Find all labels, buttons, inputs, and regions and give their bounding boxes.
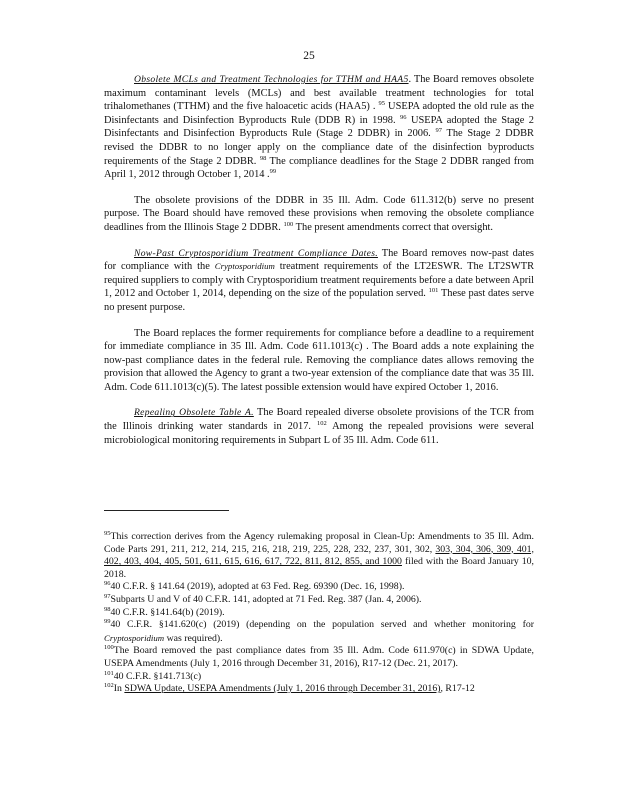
- section-heading: Repealing Obsolete Table A.: [134, 407, 254, 419]
- italic-term: Cryptosporidium: [214, 261, 275, 272]
- paragraph-cryptosporidium-dates: [104, 247, 534, 315]
- section-heading: Obsolete MCLs and Treatment Technologies for TTHM and HAA5: [134, 74, 409, 85]
- footnote-number: 99: [104, 618, 111, 626]
- italic-term: Cryptosporidium: [104, 632, 165, 643]
- footnote-101: [104, 671, 534, 684]
- footnote-96: [104, 581, 534, 594]
- text-run: The compliance deadlines for the Stage 2 DDBR ranged from April 1, 2012 through October 1, 2014 .: [104, 155, 534, 181]
- text-run: 40 C.F.R. §141.620(c) (2019) (depending on the population served and whether monitoring for: [110, 619, 534, 631]
- footnote-number: 97: [104, 592, 111, 600]
- text-run: The Board removed the past compliance dates from 35 Ill. Adm. Code 611.970(c) in SDWA Update, USEPA Amendments (July 1, 2016 through December 31, 2016), R17-12 (Dec. 21, 2017).: [104, 645, 534, 669]
- text-run: The Board replaces the former requirements for compliance before a deadline to a requirement for immediate compliance in 35 Ill. Adm. Code 611.1013(c) . The Board adds a note explaining the now-past compliance dates in the federal rule. Removing the compliance dates allows removing the provision that allowed the Agency to grant a two-year extension of the compliance date that was 35 Ill. Adm. Code 611.1013(c)(5). The latest possible extension would have expired October 1, 2016.: [104, 327, 534, 393]
- paragraph-replaces-requirements: [104, 327, 534, 395]
- footnote-number: 96: [104, 580, 111, 588]
- footnote-ref: 101: [428, 287, 439, 295]
- text-run: USEPA adopted the Stage 2 Disinfectants and Disinfection Byproducts Rule (Stage 2 DDBR) in 2006.: [104, 114, 534, 140]
- text-run: filed with the Board January 10, 2018.: [104, 556, 534, 580]
- text-run: USEPA adopted the old rule as the Disinfectants and Disinfection Byproducts Rule (DDB R) in 1998.: [104, 101, 534, 126]
- paragraph-obsolete-provisions: [104, 194, 534, 235]
- footnote-number: 95: [104, 530, 111, 537]
- footnote-ref: 96: [400, 113, 407, 121]
- footnote-number: 101: [104, 669, 114, 677]
- section-heading: Now-Past Cryptosporidium Treatment Compliance Dates.: [134, 247, 378, 259]
- text-run: was required).: [164, 632, 223, 644]
- text-run: The obsolete provisions of the DDBR in 35 Ill. Adm. Code 611.312(b) serve no present purpose. The Board should have removed these provisions when removing the obsolete compliance deadlines from the Illinois Stage 2 DDBR.: [104, 194, 534, 233]
- footnote-ref: 100: [283, 220, 294, 228]
- footnote-98: [104, 607, 534, 620]
- footnote-102: [104, 683, 534, 696]
- footnote-97: [104, 594, 534, 607]
- paragraph-repealing-table-a: [104, 406, 534, 447]
- text-run: The Board removes now-past dates for compliance with the: [104, 247, 534, 273]
- text-run: , R17-12: [440, 683, 475, 695]
- text-run: Among the repealed provisions were several microbiological monitoring requirements in Subpart L of 35 Ill. Adm. Code 611.: [104, 421, 534, 446]
- text-run: 40 C.F.R. § 141.64 (2019), adopted at 63 Fed. Reg. 69390 (Dec. 16, 1998).: [110, 581, 405, 593]
- footnote-number: 100: [104, 644, 114, 652]
- text-run: This correction derives from the Agency rulemaking proposal in Clean-Up: Amendments to 35 Ill. Adm. Code Parts 291, 211, 212, 214, 215, 216, 218, 219, 225, 228, 232, 237, 301, 302,: [104, 531, 534, 555]
- footnote-100: [104, 645, 534, 670]
- footnote-95: [104, 531, 534, 581]
- body-text: [104, 73, 534, 447]
- text-run: 40 C.F.R. §141.64(b) (2019).: [110, 606, 225, 618]
- footnote-number: 102: [104, 682, 114, 690]
- underlined-text: SDWA Update, USEPA Amendments (July 1, 2016 through December 31, 2016): [124, 683, 441, 695]
- text-run: The Stage 2 DDBR revised the DDBR to no longer apply on the compliance date of the disinfection byproducts requirements of the Stage 2 DDBR.: [104, 128, 534, 167]
- footnotes: [104, 531, 534, 696]
- footnote-ref: 95: [378, 100, 386, 108]
- footnote-ref: 102: [316, 420, 327, 428]
- page-number: 25: [303, 50, 315, 62]
- text-run: treatment requirements of the LT2ESWR. The LT2SWTR required suppliers to comply with Cryptosporidium treatment requirements before a date between April 1, 2012 and October 1, 2014, depending on the size of the population served.: [104, 261, 535, 300]
- text-run: Subparts U and V of 40 C.F.R. 141, adopted at 71 Fed. Reg. 387 (Jan. 4, 2006).: [110, 593, 422, 605]
- footnote-ref: 98: [259, 154, 267, 162]
- underlined-text: 303, 304, 306, 309, 401, 402, 403, 404, 405, 501, 611, 615, 616, 617, 722, 811, 812, 855, and 1000: [104, 543, 534, 568]
- text-run: In: [113, 683, 125, 695]
- text-run: 40 C.F.R. §141.713(c): [113, 670, 202, 682]
- text-run: . The Board removes obsolete maximum contaminant levels (MCLs) and best available treatment technologies for total trihalomethanes (TTHM) and the five haloacetic acids (HAA5) .: [104, 74, 534, 113]
- paragraph-obsolete-mcls: [104, 73, 534, 182]
- text-run: These past dates serve no present purpose.: [104, 288, 534, 313]
- footnote-number: 98: [104, 605, 111, 613]
- footnote-separator: [104, 510, 229, 511]
- footnote-ref: 99: [269, 168, 277, 176]
- footnote-99: [104, 619, 534, 645]
- text-run: The Board repealed diverse obsolete provisions of the TCR from the Illinois drinking water standards in 2017.: [104, 407, 534, 433]
- footnote-ref: 97: [435, 127, 442, 135]
- text-run: The present amendments correct that oversight.: [293, 221, 494, 233]
